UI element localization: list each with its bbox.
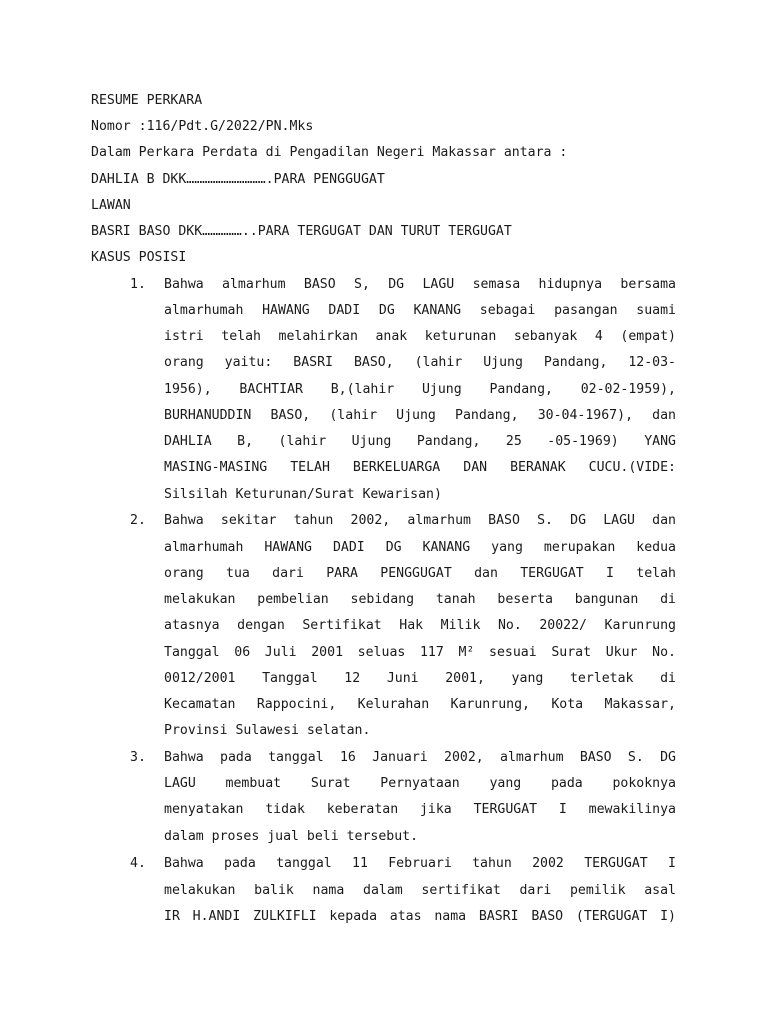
item-2-line: Tanggal 06 Juli 2001 seluas 117 M² sesuai Surat Ukur No.: [164, 645, 676, 660]
item-number-2: 2.: [130, 513, 146, 528]
item-4-line: Bahwa pada tanggal 11 Februari tahun 2002 TERGUGAT I: [164, 856, 676, 871]
item-1-line: DAHLIA B, (lahir Ujung Pandang, 25 -05-1969) YANG: [164, 434, 676, 449]
item-1-line: 1956), BACHTIAR B,(lahir Ujung Pandang, 02-02-1959),: [164, 382, 676, 397]
item-2-line: melakukan pembelian sebidang tanah beserta bangunan di: [164, 592, 676, 607]
item-1-line: almarhumah HAWANG DADI DG KANANG sebagai pasangan suami: [164, 303, 676, 318]
item-2-line: 0012/2001 Tanggal 12 Juni 2001, yang terletak di: [164, 671, 676, 686]
item-2-line: almarhumah HAWANG DADI DG KANANG yang merupakan kedua: [164, 540, 676, 555]
item-number-3: 3.: [130, 750, 146, 765]
item-1-line: Bahwa almarhum BASO S, DG LAGU semasa hidupnya bersama: [164, 277, 676, 292]
item-4-line: IR H.ANDI ZULKIFLI kepada atas nama BASRI BASO (TERGUGAT I): [164, 909, 676, 924]
item-2-line: Kecamatan Rappocini, Kelurahan Karunrung, Kota Makassar,: [164, 697, 676, 712]
case-intro: Dalam Perkara Perdata di Pengadilan Negeri Makassar antara :: [91, 145, 568, 160]
item-3-line: Bahwa pada tanggal 16 Januari 2002, almarhum BASO S. DG: [164, 750, 676, 765]
versus-label: LAWAN: [91, 198, 131, 213]
item-2-line: atasnya dengan Sertifikat Hak Milik No. 20022/ Karunrung: [164, 618, 676, 633]
item-4-line: melakukan balik nama dalam sertifikat dari pemilik asal: [164, 883, 676, 898]
item-3-line: menyatakan tidak keberatan jika TERGUGAT I mewakilinya: [164, 802, 676, 817]
item-1-line: MASING-MASING TELAH BERKELUARGA DAN BERANAK CUCU.(VIDE:: [164, 460, 676, 475]
defendant-line: BASRI BASO DKK……………..PARA TERGUGAT DAN TURUT TERGUGAT: [91, 224, 512, 239]
plaintiff-line: DAHLIA B DKK………………………….PARA PENGGUGAT: [91, 172, 385, 187]
item-1-line: Silsilah Keturunan/Surat Kewarisan): [164, 487, 442, 502]
case-number: Nomor :116/Pdt.G/2022/PN.Mks: [91, 119, 314, 134]
case-position-heading: KASUS POSISI: [91, 250, 187, 265]
item-2-line: Bahwa sekitar tahun 2002, almarhum BASO S. DG LAGU dan: [164, 513, 676, 528]
item-3-line: LAGU membuat Surat Pernyataan yang pada pokoknya: [164, 776, 676, 791]
item-number-4: 4.: [130, 856, 146, 871]
item-1-line: istri telah melahirkan anak keturunan sebanyak 4 (empat): [164, 329, 676, 344]
item-number-1: 1.: [130, 277, 146, 292]
document-title: RESUME PERKARA: [91, 93, 203, 108]
item-1-line: BURHANUDDIN BASO, (lahir Ujung Pandang, 30-04-1967), dan: [164, 408, 676, 423]
item-1-line: orang yaitu: BASRI BASO, (lahir Ujung Pandang, 12-03-: [164, 355, 676, 370]
item-3-line: dalam proses jual beli tersebut.: [164, 829, 419, 844]
item-2-line: orang tua dari PARA PENGGUGAT dan TERGUGAT I telah: [164, 566, 676, 581]
item-2-line: Provinsi Sulawesi selatan.: [164, 723, 371, 738]
